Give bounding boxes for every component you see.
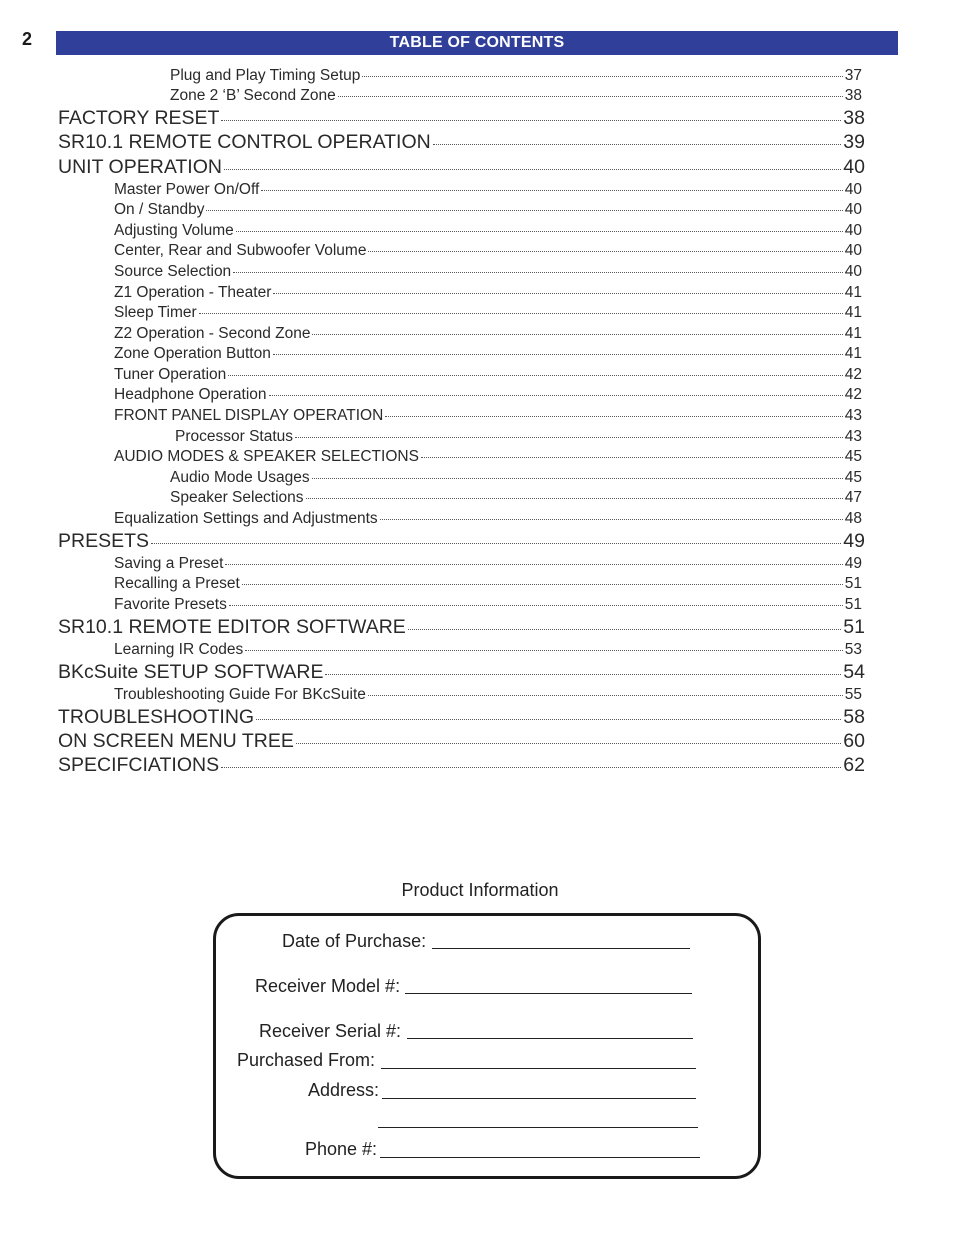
toc-entry-title: PRESETS [58,530,150,552]
toc-entry-title: SR10.1 REMOTE CONTROL OPERATION [58,131,431,153]
dot-leader [221,767,841,768]
toc-entry-title: Speaker Selections [170,489,304,506]
toc-entry-troubleshooting-bkcsuite[interactable] [114,686,862,704]
toc-entry-z1-operation[interactable] [114,284,862,302]
toc-entry-on-standby[interactable] [114,201,862,219]
toc-entry-title: Saving a Preset [114,555,224,572]
toc-entry-page: 40 [844,222,862,239]
product-information-box [213,913,761,1179]
toc-entry-audio-modes[interactable] [114,448,862,466]
toc-entry-page: 45 [844,448,862,465]
toc-entry-front-panel-display[interactable] [114,407,862,425]
toc-entry-page: 41 [844,325,862,342]
toc-entry-title: Tuner Operation [114,366,227,383]
dot-leader [273,354,843,355]
toc-entry-factory-reset[interactable] [58,107,865,130]
toc-entry-page: 41 [844,284,862,301]
toc-entry-page: 49 [843,530,865,552]
toc-entry-saving-a-preset[interactable] [114,555,862,573]
toc-entry-plug-and-play-timing-setup[interactable] [170,67,862,85]
toc-entry-page: 62 [843,754,865,776]
phone-label: Phone #: [305,1139,378,1159]
toc-entry-title: Equalization Settings and Adjustments [114,510,378,527]
toc-entry-title: Adjusting Volume [114,222,234,239]
dot-leader [421,457,843,458]
toc-entry-title: BKcSuite SETUP SOFTWARE [58,661,324,683]
dot-leader [385,416,842,417]
toc-entry-recalling-a-preset[interactable] [114,575,862,593]
dot-leader [312,478,843,479]
toc-entry-title: Source Selection [114,263,232,280]
dot-leader [236,231,843,232]
toc-entry-page: 40 [844,263,862,280]
toc-entry-bkcsuite-setup[interactable] [58,661,865,684]
toc-entry-title: FACTORY RESET [58,107,220,129]
dot-leader [228,375,842,376]
dot-leader [368,695,843,696]
toc-entry-title: SPECIFCIATIONS [58,754,220,776]
toc-entry-page: 42 [844,386,862,403]
toc-entry-headphone-operation[interactable] [114,386,862,404]
toc-entry-page: 45 [844,469,862,486]
toc-entry-title: Audio Mode Usages [170,469,310,486]
toc-entry-page: 39 [843,131,865,153]
toc-entry-z2-operation[interactable] [114,325,862,343]
address-line-2[interactable] [378,1127,698,1128]
dot-leader [225,564,842,565]
toc-entry-page: 40 [843,156,865,178]
dot-leader [269,395,843,396]
dot-leader [229,605,843,606]
toc-entry-sleep-timer[interactable] [114,304,862,322]
dot-leader [224,169,841,170]
toc-entry-specifications[interactable] [58,754,865,777]
dot-leader [261,190,842,191]
toc-entry-title: Plug and Play Timing Setup [170,67,361,84]
toc-entry-title: Z1 Operation - Theater [114,284,272,301]
toc-entry-page: 51 [844,575,862,592]
dot-leader [362,76,842,77]
receiver-serial-label: Receiver Serial #: [259,1021,402,1041]
purchased-from-line[interactable] [381,1068,696,1069]
toc-entry-title: Sleep Timer [114,304,197,321]
toc-entry-audio-mode-usages[interactable] [170,469,862,487]
toc-entry-source-selection[interactable] [114,263,862,281]
toc-entry-favorite-presets[interactable] [114,596,862,614]
receiver-model-line[interactable] [405,993,692,994]
dot-leader [312,334,842,335]
toc-entry-page: 43 [844,428,862,445]
toc-entry-remote-editor-software[interactable] [58,616,865,639]
toc-entry-speaker-selections[interactable] [170,489,862,507]
toc-entry-page: 40 [844,181,862,198]
toc-entry-page: 51 [844,596,862,613]
dot-leader [408,629,841,630]
toc-entry-center-rear-subwoofer-volume[interactable] [114,242,862,260]
toc-entry-page: 41 [844,304,862,321]
dot-leader [199,313,843,314]
dot-leader [338,96,843,97]
toc-entry-page: 47 [844,489,862,506]
dot-leader [306,498,843,499]
dot-leader [295,437,843,438]
phone-line[interactable] [380,1157,700,1158]
toc-entry-title: Center, Rear and Subwoofer Volume [114,242,367,259]
date-of-purchase-label: Date of Purchase: [282,931,427,951]
dot-leader [433,144,842,145]
toc-entry-learning-ir-codes[interactable] [114,641,862,659]
dot-leader [242,584,843,585]
toc-entry-title: Learning IR Codes [114,641,244,658]
toc-entry-troubleshooting[interactable] [58,706,865,729]
toc-entry-master-power[interactable] [114,181,862,199]
toc-entry-processor-status[interactable] [175,428,862,446]
date-of-purchase-line[interactable] [432,948,690,949]
toc-entry-page: 38 [844,87,862,104]
toc-entry-title: Troubleshooting Guide For BKcSuite [114,686,366,703]
toc-entry-title: Z2 Operation - Second Zone [114,325,311,342]
toc-entry-tuner-operation[interactable] [114,366,862,384]
dot-leader [151,543,841,544]
dot-leader [245,650,843,651]
page-number: 2 [22,29,33,49]
toc-entry-unit-operation[interactable] [58,156,865,179]
toc-entry-page: 49 [844,555,862,572]
toc-entry-title: SR10.1 REMOTE EDITOR SOFTWARE [58,616,406,638]
toc-entry-title: On / Standby [114,201,205,218]
toc-entry-title: AUDIO MODES & SPEAKER SELECTIONS [114,448,419,465]
receiver-model-label: Receiver Model #: [255,976,401,996]
toc-entry-page: 54 [843,661,865,683]
dot-leader [325,674,841,675]
toc-entry-page: 37 [844,67,862,84]
toc-entry-page: 60 [843,730,865,752]
dot-leader [380,519,843,520]
toc-entry-title: Favorite Presets [114,596,227,613]
toc-entry-adjusting-volume[interactable] [114,222,862,240]
toc-entry-page: 48 [844,510,862,527]
toc-entry-remote-control-operation[interactable] [58,131,865,154]
toc-entry-page: 41 [844,345,862,362]
toc-entry-page: 42 [844,366,862,383]
toc-entry-equalization[interactable] [114,510,862,528]
product-information-title: Product Information [401,880,559,900]
toc-entry-title: TROUBLESHOOTING [58,706,255,728]
toc-entry-on-screen-menu-tree[interactable] [58,730,865,753]
dot-leader [296,743,841,744]
toc-entry-page: 40 [844,201,862,218]
dot-leader [206,210,842,211]
purchased-from-label: Purchased From: [237,1050,376,1070]
toc-entry-page: 58 [843,706,865,728]
toc-entry-zone-operation-button[interactable] [114,345,862,363]
toc-entry-page: 43 [844,407,862,424]
toc-entry-zone-2-second-zone[interactable] [170,87,862,105]
toc-entry-title: UNIT OPERATION [58,156,222,178]
dot-leader [368,251,842,252]
toc-entry-title: Processor Status [175,428,294,445]
toc-entry-title: Headphone Operation [114,386,267,403]
receiver-serial-line[interactable] [407,1038,693,1039]
toc-entry-page: 40 [844,242,862,259]
dot-leader [273,293,842,294]
toc-entry-title: FRONT PANEL DISPLAY OPERATION [114,407,384,424]
toc-entry-title: ON SCREEN MENU TREE [58,730,294,752]
toc-entry-title: Recalling a Preset [114,575,240,592]
address-line[interactable] [382,1098,696,1099]
toc-entry-title: Master Power On/Off [114,181,260,198]
dot-leader [221,120,841,121]
toc-header-bar: TABLE OF CONTENTS [56,31,898,55]
toc-entry-page: 53 [844,641,862,658]
address-label: Address: [308,1080,380,1100]
dot-leader [256,719,841,720]
toc-entry-title: Zone 2 ‘B’ Second Zone [170,87,336,104]
dot-leader [233,272,843,273]
toc-entry-page: 38 [843,107,865,129]
toc-entry-page: 51 [843,616,865,638]
toc-entry-page: 55 [844,686,862,703]
toc-entry-title: Zone Operation Button [114,345,271,362]
toc-entry-presets[interactable] [58,530,865,553]
